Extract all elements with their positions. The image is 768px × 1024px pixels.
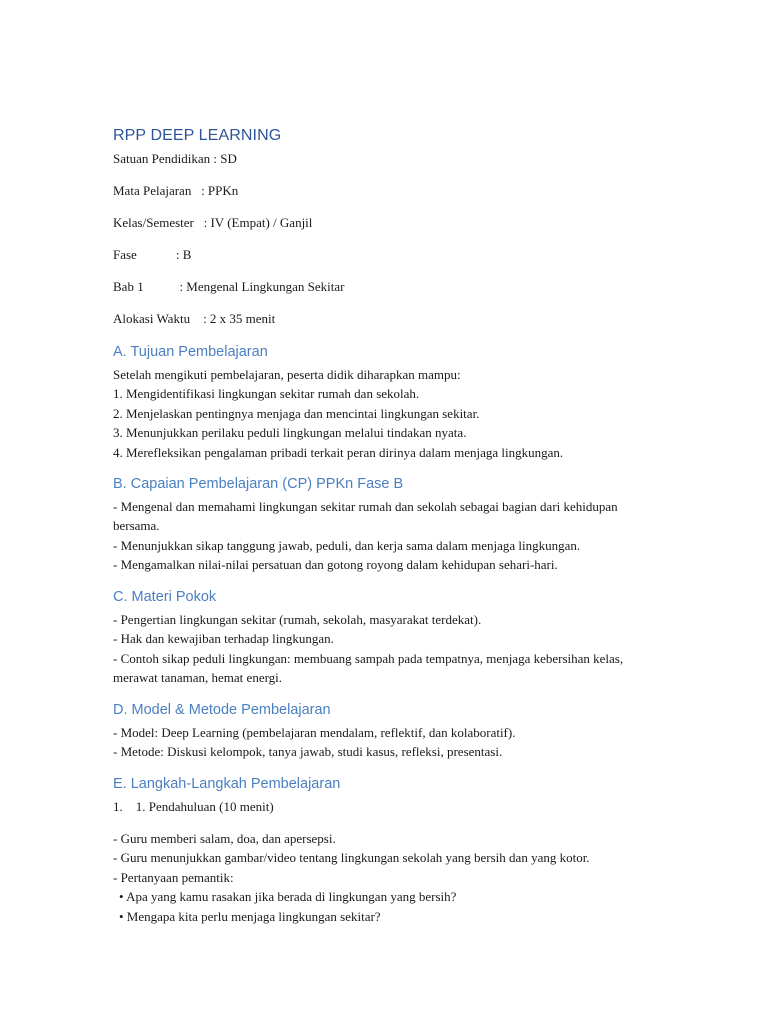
document-body [113, 125, 673, 924]
section-d-line: - Metode: Diskusi kelompok, tanya jawab, studi kasus, refleksi, presentasi. [113, 744, 503, 760]
section-b-heading: B. Capaian Pembelajaran (CP) PPKn Fase B [113, 476, 404, 492]
section-c-body [113, 610, 658, 688]
section-e-bullet: • Apa yang kamu rasakan jika berada di lingkungan yang bersih? [119, 889, 457, 905]
meta-mata-pelajaran: Mata Pelajaran : PPKn [113, 183, 239, 198]
section-a-body [113, 365, 668, 462]
section-a-line: 4. Merefleksikan pengalaman pribadi terkait peran dirinya dalam menjaga lingkungan. [113, 444, 564, 460]
section-d-line: - Model: Deep Learning (pembelajaran mendalam, reflektif, dan kolaboratif). [113, 725, 516, 740]
meta-kelas-semester: Kelas/Semester : IV (Empat) / Ganjil [113, 215, 313, 230]
document-title: RPP DEEP LEARNING [113, 127, 282, 144]
section-a-line: Setelah mengikuti pembelajaran, peserta didik diharapkan mampu: [113, 367, 461, 382]
section-b-line: - Mengamalkan nilai-nilai persatuan dan gotong royong dalam kehidupan sehari-hari. [113, 557, 558, 573]
section-d-body [113, 723, 668, 762]
section-a-line: 1. Mengidentifikasi lingkungan sekitar rumah dan sekolah. [113, 386, 420, 402]
meta-satuan-pendidikan: Satuan Pendidikan : SD [113, 151, 237, 166]
section-b-line: - Mengenal dan memahami lingkungan sekitar rumah dan sekolah sebagai bagian dari kehidupan bersama. [113, 499, 618, 534]
section-b-line: - Menunjukkan sikap tanggung jawab, peduli, dan kerja sama dalam menjaga lingkungan. [113, 537, 581, 553]
section-c-line: - Contoh sikap peduli lingkungan: membuang sampah pada tempatnya, menjaga kebersihan kelas, merawat tanaman, hemat energi. [113, 650, 624, 686]
section-c-line: - Pengertian lingkungan sekitar (rumah, sekolah, masyarakat terdekat). [113, 612, 482, 627]
section-a-line: 2. Menjelaskan pentingnya menjaga dan mencintai lingkungan sekitar. [113, 405, 480, 421]
section-e-body [113, 829, 668, 926]
section-e-heading: E. Langkah-Langkah Pembelajaran [113, 776, 341, 792]
section-a-line: 3. Menunjukkan perilaku peduli lingkungan melalui tindakan nyata. [113, 425, 467, 441]
meta-alokasi-waktu: Alokasi Waktu : 2 x 35 menit [113, 311, 276, 326]
meta-bab: Bab 1 : Mengenal Lingkungan Sekitar [113, 279, 345, 294]
section-a-heading: A. Tujuan Pembelajaran [113, 344, 268, 360]
section-e-line: - Guru menunjukkan gambar/video tentang lingkungan sekolah yang bersih dan yang kotor. [113, 850, 590, 866]
section-e-numbered-item: 1. 1. Pendahuluan (10 menit) [113, 799, 274, 814]
section-e-line: - Guru memberi salam, doa, dan apersepsi. [113, 831, 336, 846]
section-e-line: - Pertanyaan pemantik: [113, 869, 234, 885]
section-c-line: - Hak dan kewajiban terhadap lingkungan. [113, 631, 334, 647]
section-d-heading: D. Model & Metode Pembelajaran [113, 702, 331, 718]
section-c-heading: C. Materi Pokok [113, 589, 217, 605]
section-b-body [113, 497, 625, 575]
section-e-bullet: • Mengapa kita perlu menjaga lingkungan sekitar? [119, 908, 381, 924]
meta-fase: Fase : B [113, 247, 192, 262]
